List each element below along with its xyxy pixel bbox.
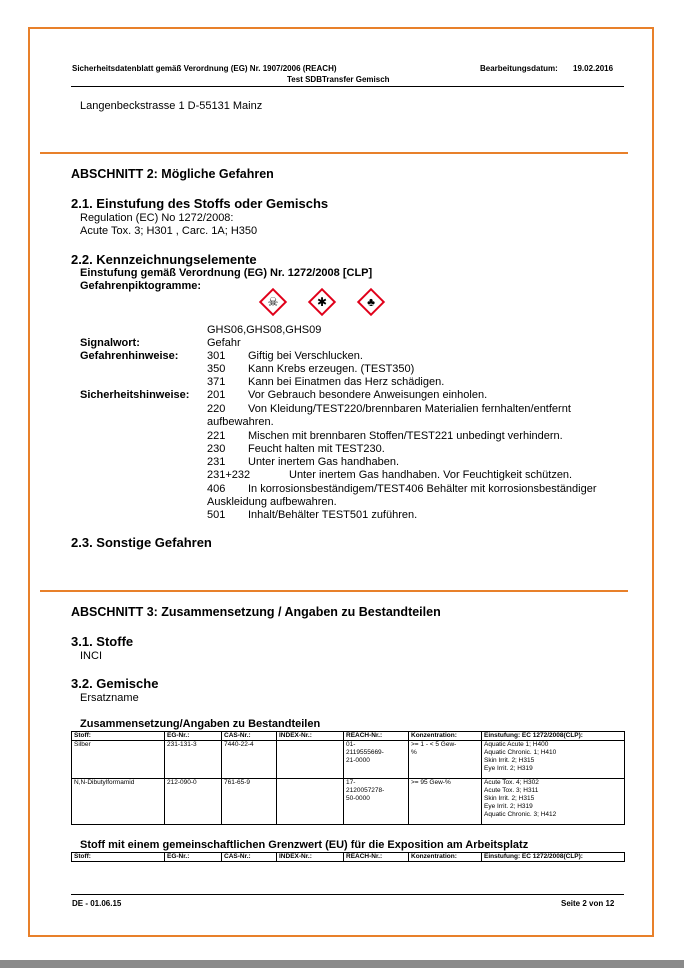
precaution-text: In korrosionsbeständigem/TEST406 Behälter mit korrosionsbeständiger [248, 483, 597, 495]
section2-title: ABSCHNITT 2: Mögliche Gefahren [71, 167, 274, 181]
column-header: Einstufung: EC 1272/2008(CLP): [482, 853, 625, 862]
section-divider [40, 590, 628, 592]
column-header: CAS-Nr.: [222, 732, 277, 741]
cell-concentration: >= 95 Gew-% [409, 779, 482, 825]
footer-version: DE - 01.06.15 [72, 899, 122, 908]
footer-divider [71, 894, 624, 895]
precaution-text: Feucht halten mit TEST230. [248, 443, 385, 455]
precaution-code: 201 [207, 389, 226, 401]
cell-concentration: >= 1 - < 5 Gew- % [409, 741, 482, 779]
signal-word-value: Gefahr [207, 337, 241, 349]
column-header: INDEX-Nr.: [277, 853, 344, 862]
column-header: EG-Nr.: [165, 853, 222, 862]
hazard-text: Kann bei Einatmen das Herz schädigen. [248, 376, 445, 388]
header-date-value: 19.02.2016 [573, 64, 614, 73]
precaution-code: 406 [207, 483, 226, 495]
page-shadow [0, 960, 684, 968]
hazard-text: Kann Krebs erzeugen. (TEST350) [248, 363, 415, 375]
precaution-code: 221 [207, 430, 226, 442]
composition-table-title: Zusammensetzung/Angaben zu Bestandteilen [80, 718, 321, 730]
precaution-text: Von Kleidung/TEST220/brennbaren Materialien fernhalten/entfernt [248, 403, 571, 415]
section22-title: 2.2. Kennzeichnungselemente [71, 252, 257, 267]
exposure-table-title: Stoff mit einem gemeinschaftlichen Grenzwert (EU) für die Exposition am Arbeitsplatz [80, 839, 529, 851]
section21-title: 2.1. Einstufung des Stoffs oder Gemischs [71, 196, 329, 211]
cell-substance: Silber [72, 741, 165, 779]
signal-word-label: Signalwort: [80, 337, 140, 349]
classification-values: Acute Tox. 3; H301 , Carc. 1A; H350 [80, 225, 258, 237]
column-header: CAS-Nr.: [222, 853, 277, 862]
section32-title: 3.2. Gemische [71, 676, 159, 691]
classification-regulation: Regulation (EC) No 1272/2008: [80, 212, 234, 224]
cell-classification: Aquatic Acute 1; H400 Aquatic Chronic. 1; H410 Skin Irrit. 2; H315 Eye Irrit. 2; H319 [482, 741, 625, 779]
table-row [72, 741, 625, 779]
precaution-code: 220 [207, 403, 226, 415]
header-regulation: Sicherheitsdatenblatt gemäß Verordnung (EG) Nr. 1907/2006 (REACH) [72, 64, 337, 73]
cell-index [277, 779, 344, 825]
precaution-text: Unter inertem Gas handhaben. [248, 456, 400, 468]
column-header: INDEX-Nr.: [277, 732, 344, 741]
cell-eg: 212-090-0 [165, 779, 222, 825]
cell-eg: 231-131-3 [165, 741, 222, 779]
section23-title: 2.3. Sonstige Gefahren [71, 535, 212, 550]
substance-text: INCI [80, 650, 102, 662]
cell-reach: 17- 2120057278- 50-0000 [344, 779, 409, 825]
cell-cas: 7440-22-4 [222, 741, 277, 779]
table-header-row [72, 732, 625, 741]
column-header: Einstufung: EC 1272/2008(CLP): [482, 732, 625, 741]
hazard-code: 301 [207, 350, 226, 362]
cell-substance: N,N-Dibutylformamid [72, 779, 165, 825]
skull-crossbones-icon: ☠ [259, 288, 287, 316]
column-header: Stoff: [72, 853, 165, 862]
column-header: REACH-Nr.: [344, 732, 409, 741]
environment-icon: ♣ [357, 288, 385, 316]
hazard-code: 350 [207, 363, 226, 375]
precaution-text: Vor Gebrauch besondere Anweisungen einholen. [248, 389, 488, 401]
precaution-text: Inhalt/Behälter TEST501 zuführen. [248, 509, 418, 521]
precaution-text-cont: Auskleidung aufbewahren. [207, 496, 337, 508]
hazard-statements-label: Gefahrenhinweise: [80, 350, 179, 362]
pictogram-codes: GHS06,GHS08,GHS09 [207, 324, 322, 336]
precaution-code: 231 [207, 456, 226, 468]
precaution-text: Mischen mit brennbaren Stoffen/TEST221 unbedingt verhindern. [248, 430, 563, 442]
precautionary-statements-label: Sicherheitshinweise: [80, 389, 190, 401]
column-header: Konzentration: [409, 853, 482, 862]
exposure-table [71, 852, 625, 862]
column-header: Stoff: [72, 732, 165, 741]
column-header: REACH-Nr.: [344, 853, 409, 862]
precaution-text-cont: aufbewahren. [207, 416, 274, 428]
precaution-code: 230 [207, 443, 226, 455]
header-product: Test SDBTransfer Gemisch [287, 75, 390, 84]
hazard-code: 371 [207, 376, 226, 388]
header-date-label: Bearbeitungsdatum: [480, 64, 558, 73]
column-header: Konzentration: [409, 732, 482, 741]
clp-heading: Einstufung gemäß Verordnung (EG) Nr. 1272/2008 [CLP] [80, 267, 373, 279]
section-divider [40, 152, 628, 154]
cell-cas: 761-65-9 [222, 779, 277, 825]
mixture-text: Ersatzname [80, 692, 139, 704]
pictogram-label: Gefahrenpiktogramme: [80, 280, 202, 292]
column-header: EG-Nr.: [165, 732, 222, 741]
header-divider [71, 86, 624, 87]
section31-title: 3.1. Stoffe [71, 634, 134, 649]
table-row [72, 779, 625, 825]
hazard-text: Giftig bei Verschlucken. [248, 350, 363, 362]
health-hazard-icon: ✱ [308, 288, 336, 316]
cell-index [277, 741, 344, 779]
precaution-text: Unter inertem Gas handhaben. Vor Feuchtigkeit schützen. [289, 469, 573, 481]
precaution-code: 231+232 [207, 469, 251, 481]
cell-reach: 01- 2119555669- 21-0000 [344, 741, 409, 779]
precaution-code: 501 [207, 509, 226, 521]
table-header-row [72, 853, 625, 862]
cell-classification: Acute Tox. 4; H302 Acute Tox. 3; H311 Skin Irrit. 2; H315 Eye Irrit. 2; H319 Aquatic Chronic. 3; H412 [482, 779, 625, 825]
section3-title: ABSCHNITT 3: Zusammensetzung / Angaben zu Bestandteilen [71, 605, 441, 619]
composition-table [71, 731, 625, 825]
company-address: Langenbeckstrasse 1 D-55131 Mainz [80, 100, 263, 112]
footer-page-number: Seite 2 von 12 [561, 899, 615, 908]
